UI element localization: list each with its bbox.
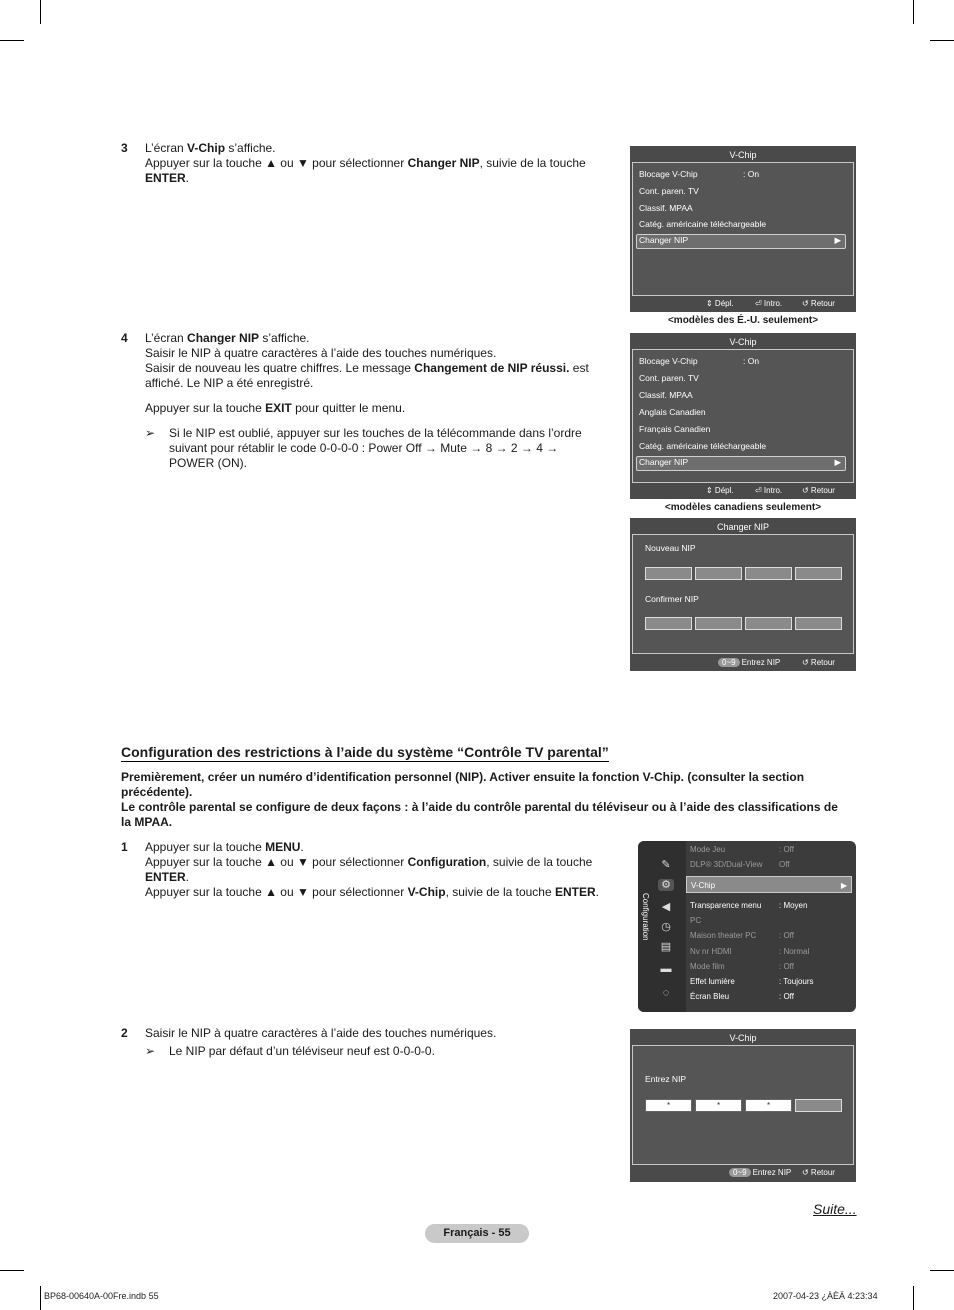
menu-item[interactable]: Transparence menu : Moyen [690, 901, 808, 910]
menu-row[interactable]: Catég. américaine téléchargeable [639, 219, 767, 229]
pin-digit-box[interactable] [795, 567, 842, 580]
new-pin-label: Nouveau NIP [645, 543, 696, 553]
enter-hint: ⏎ Intro. [755, 486, 783, 495]
note-arrow-icon: ➢ [145, 1044, 156, 1058]
arrow-right-icon: ▶ [834, 235, 841, 245]
nav-hint: ⇕ Dépl. [706, 299, 734, 308]
vchip-screen-canada [630, 333, 856, 499]
pin-hint: 0~9 Entrez NIP [729, 1168, 791, 1177]
menu-row[interactable]: Anglais Canadien [639, 407, 706, 417]
menu-row-selected[interactable]: Changer NIP ▶ [636, 234, 846, 249]
crop-mark [930, 40, 954, 41]
step-text: Appuyer sur la touche ▲ ou ▼ pour sélectionner [145, 156, 408, 170]
continued-link[interactable]: Suite... [813, 1201, 857, 1217]
menu-row[interactable]: Français Canadien [639, 424, 711, 434]
setup-gear-icon[interactable]: ⚙ [658, 879, 674, 891]
pin-digit-box[interactable] [645, 567, 692, 580]
pin-digit-box[interactable]: * [745, 1099, 792, 1112]
menu-panel [632, 162, 854, 296]
enter-hint: ⏎ Intro. [755, 299, 783, 308]
change-pin-screen [630, 518, 856, 671]
screen-title: V-Chip [729, 1033, 757, 1043]
step-1: 1 Appuyer sur la touche MENU. Appuyer sur la touche ▲ ou ▼ pour sélectionner Configuration, suivie de la touche ENTER. Appuyer sur la touche ▲ ou ▼ pour sélectionner V-Chip, suivie de la touche ENTER. [121, 840, 599, 899]
pin-digit-box[interactable] [745, 617, 792, 630]
crop-mark [40, 0, 41, 24]
crop-mark [0, 1270, 24, 1271]
support-icon[interactable]: ◌ [662, 987, 670, 999]
enter-pin-screen [630, 1029, 856, 1182]
pin-digit-box[interactable] [695, 617, 742, 630]
step-2 [121, 1026, 621, 1062]
menu-item[interactable]: PC [690, 916, 702, 925]
page-number-badge: Français - 55 [425, 1224, 529, 1243]
menu-item-selected-vchip[interactable]: V-Chip ▶ [686, 876, 852, 893]
screen-title: V-Chip [729, 337, 757, 347]
arrow-right-icon: ▶ [834, 457, 841, 467]
digits-badge: 0~9 [729, 1168, 751, 1177]
step-text-bold: ENTER [145, 171, 186, 185]
step-number: 1 [121, 840, 128, 854]
menu-item[interactable]: DLP® 3D/Dual-View Off [690, 860, 790, 869]
back-hint: ↺ Retour [802, 486, 835, 495]
menu-row[interactable]: Blocage V-Chip : On [639, 356, 760, 366]
screen-title: Changer NIP [716, 522, 770, 532]
footer-file: BP68-00640A-00Fre.indb 55 [44, 1291, 159, 1301]
menu-row[interactable]: Blocage V-Chip : On [639, 169, 760, 179]
enter-pin-label: Entrez NIP [645, 1074, 687, 1084]
step-3 [121, 141, 611, 191]
footer-timestamp: 2007-04-23 ¿ÀÈÄ 4:23:34 [773, 1291, 878, 1301]
pin-digit-box[interactable] [795, 617, 842, 630]
step-text: s’affiche. [225, 141, 276, 155]
menu-item[interactable]: Maison theater PC : Off [690, 931, 794, 940]
screen-caption: <modèles des É.-U. seulement> [667, 315, 819, 326]
screen-caption: <modèles canadiens seulement> [664, 502, 822, 513]
section-heading: Configuration des restrictions à l’aide du système “Contrôle TV parental” [121, 744, 609, 760]
pin-digit-box[interactable]: * [645, 1099, 692, 1112]
step-text: . [185, 171, 190, 185]
menu-panel [632, 349, 854, 483]
nav-hint: ⇕ Dépl. [706, 486, 734, 495]
pin-digit-box[interactable] [745, 567, 792, 580]
step-text-bold: Changer NIP [407, 156, 480, 170]
step-text: , suivie de la touche [479, 156, 586, 170]
section-intro: Premièrement, créer un numéro d’identification personnel (NIP). Activer ensuite la fonction V-Chip. (consulter la section précédente). Le contrôle parental se configure de deux façons : à l’aide du contrôle parental du téléviseur ou à l’aide des classifications de la MPAA. [121, 770, 838, 829]
step-number: 2 [121, 1026, 128, 1040]
vchip-screen-us [630, 146, 856, 312]
step-number: 4 [121, 331, 128, 345]
pin-digit-box[interactable]: * [695, 1099, 742, 1112]
sidebar-label: Configuration [641, 893, 650, 941]
crop-mark [40, 1286, 41, 1310]
crop-mark [930, 1270, 954, 1271]
digits-badge: 0~9 [718, 658, 740, 667]
note: ➢ Si le NIP est oublié, appuyer sur les touches de la télécommande dans l’ordre suivant pour rétablir le code 0-0-0-0 : Power Off → Mute → 8 → 2 → 4 → POWER (ON). [145, 426, 582, 470]
menu-item[interactable]: Mode film : Off [690, 962, 794, 971]
confirm-pin-label: Confirmer NIP [645, 594, 699, 604]
menu-item[interactable]: Mode Jeu : Off [690, 845, 794, 854]
pin-panel [632, 534, 854, 654]
back-hint: ↺ Retour [802, 299, 835, 308]
step-text-bold: V-Chip [187, 141, 226, 155]
menu-row[interactable]: Cont. paren. TV [639, 186, 699, 196]
crop-mark [0, 40, 24, 41]
pin-panel [632, 1045, 854, 1165]
pin-digit-box[interactable] [795, 1099, 842, 1112]
step-text: Saisir le NIP à quatre caractères à l’aide des touches numériques. [145, 346, 497, 360]
menu-row[interactable]: Classif. MPAA [639, 390, 693, 400]
menu-row-selected[interactable]: Changer NIP ▶ [636, 456, 846, 471]
menu-item[interactable]: Effet lumière : Toujours [690, 977, 814, 986]
pin-digit-box[interactable] [695, 567, 742, 580]
arrow-right-icon: ▶ [840, 881, 847, 890]
note: ➢ Le NIP par défaut d’un téléviseur neuf est 0-0-0-0. [145, 1044, 435, 1058]
clock-icon[interactable]: ◷ [661, 921, 671, 933]
menu-row[interactable]: Classif. MPAA [639, 203, 693, 213]
step-text: affiché. Le NIP a été enregistré. [145, 376, 314, 390]
menu-item[interactable]: Nv nr HDMI : Normal [690, 947, 810, 956]
menu-item[interactable]: Écran Bleu : Off [690, 992, 794, 1001]
back-hint: ↺ Retour [802, 658, 835, 667]
input-icon[interactable]: ▬ [660, 963, 672, 975]
picture-icon[interactable]: ✎ [661, 859, 671, 871]
step-number: 3 [121, 141, 128, 155]
menu-row[interactable]: Catég. américaine téléchargeable [639, 441, 767, 451]
pin-hint: 0~9 Entrez NIP [718, 658, 780, 667]
crop-mark [913, 1286, 914, 1310]
sound-icon[interactable]: ◀ [661, 901, 671, 913]
back-hint: ↺ Retour [802, 1168, 835, 1177]
screen-title: V-Chip [729, 150, 757, 160]
step-text: L’écran [145, 141, 188, 155]
step-4: 4 L’écran Changer NIP s’affiche. Saisir le NIP à quatre caractères à l’aide des touches numériques. Saisir de nouveau les quatre chiffres. Le message Changement de NIP réussi. est affiché. Le NIP a été enregistré. Appuyer sur la touche EXIT pour quitter le menu. ➢ Si le NIP est oublié, appuyer sur les touches de la télécommande dans l’ordre suivant pour rétablir le code 0-0-0-0 : Power Off → Mute → 8 → 2 → 4 → POWER (ON). [121, 331, 589, 470]
configuration-menu [638, 841, 856, 1012]
pin-digit-box[interactable] [645, 617, 692, 630]
channel-icon[interactable]: ▤ [660, 941, 672, 953]
crop-mark [913, 0, 914, 24]
note-arrow-icon: ➢ [145, 426, 156, 440]
menu-row[interactable]: Cont. paren. TV [639, 373, 699, 383]
step-text: Saisir le NIP à quatre caractères à l’aide des touches numériques. [145, 1026, 497, 1040]
